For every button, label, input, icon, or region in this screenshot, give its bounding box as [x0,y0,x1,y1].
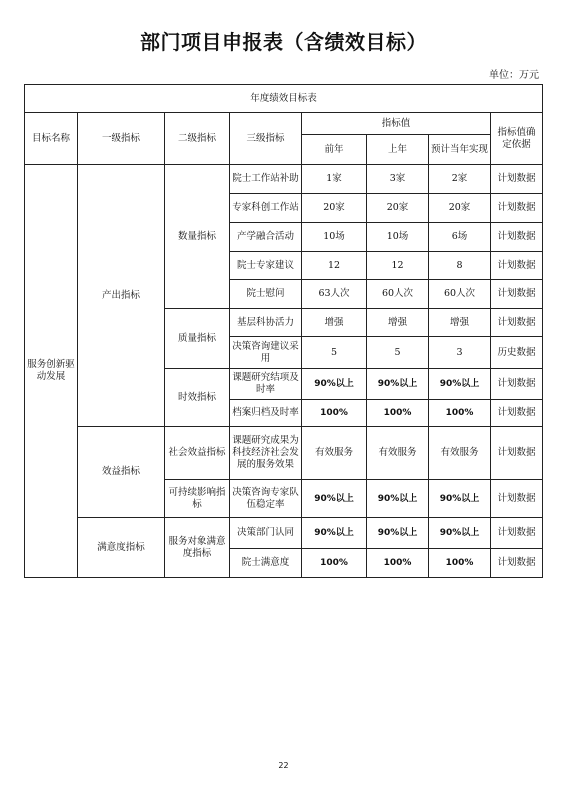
indicator-name: 课题研究成果为科技经济社会发展的服务效果 [230,427,302,480]
subgroup-sustainable: 可持续影响指标 [165,480,230,518]
header-level2: 二级指标 [165,113,230,165]
prev-year-value: 90%以上 [302,480,367,518]
last-year-value: 有效服务 [367,427,429,480]
expected-value: 8 [429,252,491,280]
expected-value: 100% [429,549,491,578]
table-row [25,165,543,194]
indicator-name: 决策部门认同 [230,518,302,549]
indicator-name: 决策咨询建议采用 [230,337,302,369]
prev-year-value: 有效服务 [302,427,367,480]
indicator-name: 专家科创工作站 [230,194,302,223]
expected-value: 100% [429,400,491,427]
basis-value: 计划数据 [491,309,543,337]
basis-value: 计划数据 [491,427,543,480]
last-year-value: 90%以上 [367,518,429,549]
last-year-value: 5 [367,337,429,369]
basis-value: 计划数据 [491,518,543,549]
page-number: 22 [278,761,289,770]
basis-value: 计划数据 [491,194,543,223]
basis-value: 计划数据 [491,549,543,578]
prev-year-value: 1家 [302,165,367,194]
header-goal-name: 目标名称 [25,113,78,165]
prev-year-value: 5 [302,337,367,369]
expected-value: 增强 [429,309,491,337]
subgroup-timeliness: 时效指标 [165,369,230,427]
header-expected: 预计当年实现 [429,135,491,165]
indicator-name: 院士满意度 [230,549,302,578]
indicator-name: 院士慰问 [230,280,302,309]
expected-value: 90%以上 [429,518,491,549]
expected-value: 20家 [429,194,491,223]
expected-value: 60人次 [429,280,491,309]
prev-year-value: 100% [302,549,367,578]
prev-year-value: 90%以上 [302,518,367,549]
header-indicator-value: 指标值 [302,113,491,135]
expected-value: 有效服务 [429,427,491,480]
indicator-name: 院士工作站补助 [230,165,302,194]
indicator-name: 院士专家建议 [230,252,302,280]
header-level3: 三级指标 [230,113,302,165]
indicator-name: 决策咨询专家队伍稳定率 [230,480,302,518]
expected-value: 90%以上 [429,480,491,518]
indicator-name: 档案归档及时率 [230,400,302,427]
basis-value: 计划数据 [491,165,543,194]
table-row [25,518,543,549]
expected-value: 6场 [429,223,491,252]
prev-year-value: 63人次 [302,280,367,309]
table-caption: 年度绩效目标表 [25,85,543,113]
subgroup-quantity: 数量指标 [165,165,230,309]
last-year-value: 60人次 [367,280,429,309]
unit-label: 单位：万元 [489,70,539,81]
performance-goal-table [24,84,543,578]
header-last-year: 上年 [367,135,429,165]
group-benefit: 效益指标 [78,427,165,518]
basis-value: 计划数据 [491,223,543,252]
group-satisfaction: 满意度指标 [78,518,165,578]
subgroup-social: 社会效益指标 [165,427,230,480]
prev-year-value: 12 [302,252,367,280]
basis-value: 计划数据 [491,400,543,427]
group-output: 产出指标 [78,165,165,427]
subgroup-service: 服务对象满意度指标 [165,518,230,578]
prev-year-value: 增强 [302,309,367,337]
indicator-name: 基层科协活力 [230,309,302,337]
last-year-value: 100% [367,549,429,578]
header-level1: 一级指标 [78,113,165,165]
basis-value: 历史数据 [491,337,543,369]
prev-year-value: 90%以上 [302,369,367,400]
basis-value: 计划数据 [491,480,543,518]
last-year-value: 20家 [367,194,429,223]
header-basis: 指标值确定依据 [491,113,543,165]
prev-year-value: 20家 [302,194,367,223]
prev-year-value: 10场 [302,223,367,252]
table-row [25,427,543,480]
last-year-value: 12 [367,252,429,280]
indicator-name: 课题研究结项及时率 [230,369,302,400]
basis-value: 计划数据 [491,369,543,400]
last-year-value: 100% [367,400,429,427]
basis-value: 计划数据 [491,252,543,280]
goal-name-cell: 服务创新驱动发展 [25,165,78,578]
last-year-value: 3家 [367,165,429,194]
last-year-value: 90%以上 [367,480,429,518]
table-caption-row [25,85,543,113]
last-year-value: 增强 [367,309,429,337]
prev-year-value: 100% [302,400,367,427]
last-year-value: 10场 [367,223,429,252]
subgroup-quality: 质量指标 [165,309,230,369]
indicator-name: 产学融合活动 [230,223,302,252]
header-prev-year: 前年 [302,135,367,165]
expected-value: 2家 [429,165,491,194]
header-row-1 [25,113,543,135]
expected-value: 3 [429,337,491,369]
last-year-value: 90%以上 [367,369,429,400]
expected-value: 90%以上 [429,369,491,400]
basis-value: 计划数据 [491,280,543,309]
page-title: 部门项目申报表（含绩效目标） [140,30,427,54]
